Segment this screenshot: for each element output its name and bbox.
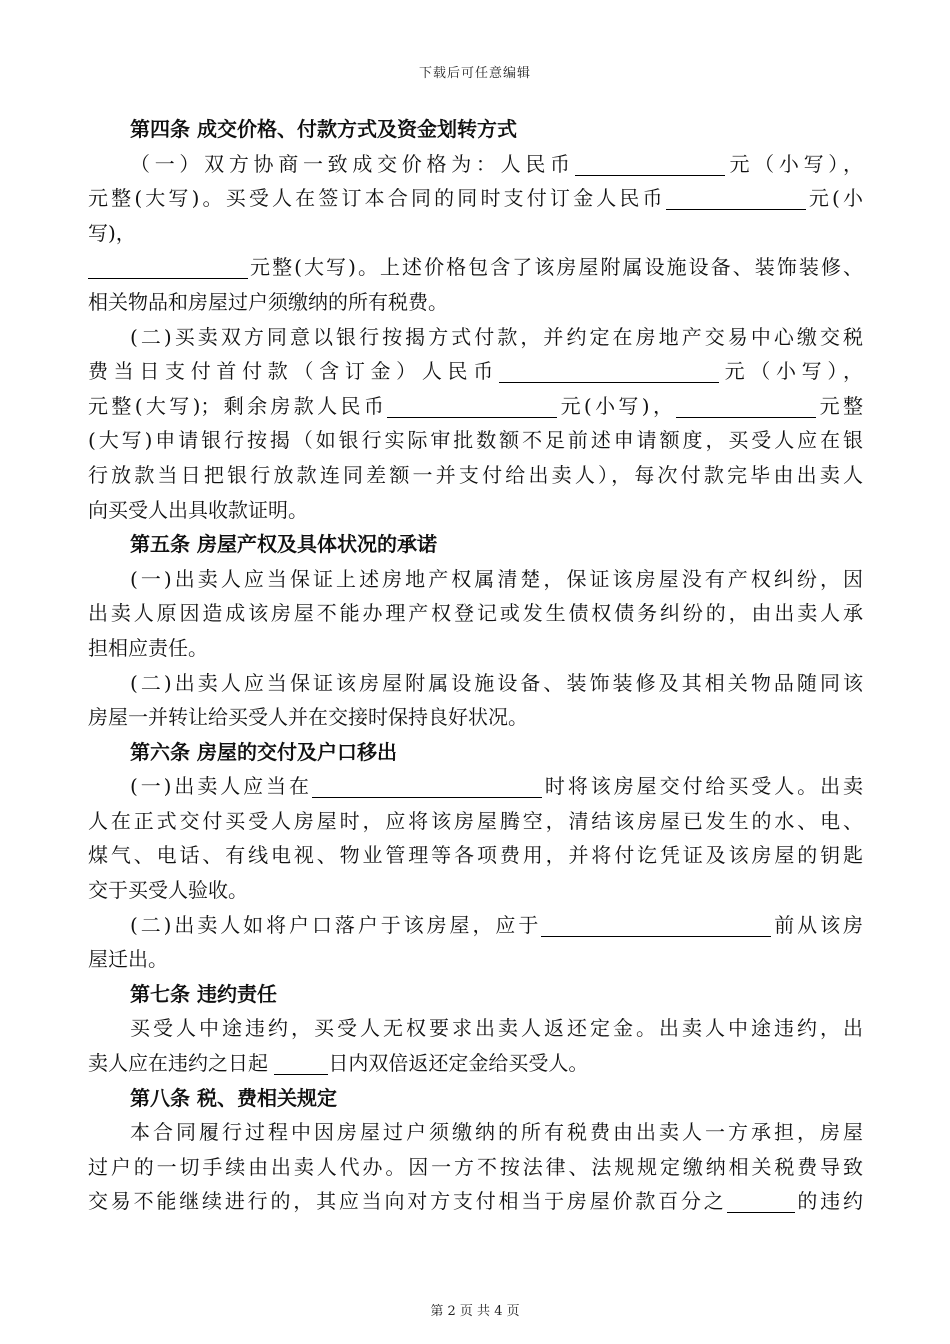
- down-payment-lower-blank[interactable]: [499, 358, 719, 383]
- handover-date-blank[interactable]: [312, 773, 542, 798]
- paragraph-line: 元整(大写)。买受人在签订本合同的同时支付订金人民币 元(小: [88, 186, 863, 211]
- paragraph-line: 过户的一切手续由出卖人代办。因一方不按法律、法规规定缴纳相关税费导致: [88, 1154, 863, 1179]
- paragraph-line: 交于买受人验收。: [88, 878, 248, 903]
- penalty-percent-blank[interactable]: [727, 1188, 795, 1213]
- paragraph-line: 屋迁出。: [88, 947, 168, 972]
- paragraph-line: 交易不能继续进行的，其应当向对方支付相当于房屋价款百分之 的违约: [88, 1189, 863, 1214]
- paragraph-line: 元整(大写)；剩余房款人民币 元(小写)， 元整: [88, 393, 863, 418]
- paragraph-line: 本合同履行过程中因房屋过户须缴纳的所有税费由出卖人一方承担，房屋: [130, 1120, 863, 1145]
- article-4-heading: 第四条 成交价格、付款方式及资金划转方式: [130, 117, 517, 141]
- household-move-date-blank[interactable]: [541, 912, 771, 937]
- paragraph-line: 费当日支付首付款（含订金）人民币 元（小写），: [88, 359, 863, 384]
- paragraph-line: 向买受人出具收款证明。: [88, 497, 308, 522]
- deposit-upper-blank[interactable]: [88, 254, 248, 279]
- paragraph-line: 房屋一并转让给买受人并在交接时保持良好状况。: [88, 705, 528, 730]
- paragraph-line: (大写)申请银行按揭（如银行实际审批数额不足前述申请额度，买受人应在银: [88, 428, 863, 453]
- paragraph-line: 出卖人原因造成该房屋不能办理产权登记或发生债权债务纠纷的，由出卖人承: [88, 601, 863, 626]
- price-lower-blank[interactable]: [575, 151, 725, 176]
- article-5-heading: 第五条 房屋产权及具体状况的承诺: [130, 532, 437, 557]
- paragraph-line: 相关物品和房屋过户须缴纳的所有税费。: [88, 289, 448, 314]
- paragraph-line: (一)出卖人应当保证上述房地产权属清楚，保证该房屋没有产权纠纷，因: [130, 566, 863, 591]
- paragraph-line: 买受人中途违约，买受人无权要求出卖人返还定金。出卖人中途违约，出: [130, 1016, 863, 1041]
- page-footer: 第 2 页 共 4 页: [430, 1304, 520, 1319]
- paragraph-line: (一)出卖人应当在 时将该房屋交付给买受人。出卖: [130, 774, 863, 799]
- remaining-upper-blank[interactable]: [676, 393, 816, 418]
- page-header: 下载后可任意编辑: [418, 66, 531, 81]
- paragraph-line: (二)出卖人如将户口落户于该房屋，应于 前从该房: [130, 912, 863, 937]
- article-7-heading: 第七条 违约责任: [130, 981, 277, 1006]
- paragraph-line: 行放款当日把银行放款连同差额一并支付给出卖人），每次付款完毕由出卖人: [88, 462, 863, 487]
- paragraph-line: 煤气、电话、有线电视、物业管理等各项费用，并将付讫凭证及该房屋的钥匙: [88, 843, 863, 868]
- article-6-heading: 第六条 房屋的交付及户口移出: [130, 739, 397, 764]
- deposit-lower-blank[interactable]: [666, 185, 806, 210]
- refund-days-blank[interactable]: [274, 1050, 328, 1075]
- article-8-heading: 第八条 税、费相关规定: [130, 1085, 337, 1110]
- remaining-lower-blank[interactable]: [387, 393, 557, 418]
- paragraph-line: 卖人应在违约之日起 日内双倍返还定金给买受人。: [88, 1051, 589, 1076]
- paragraph-line: (二)买卖双方同意以银行按揭方式付款，并约定在房地产交易中心缴交税: [130, 324, 863, 349]
- paragraph-line: 人在正式交付买受人房屋时，应将该房屋腾空，清结该房屋已发生的水、电、: [88, 808, 863, 833]
- paragraph-line: (二)出卖人应当保证该房屋附属设施设备、装饰装修及其相关物品随同该: [130, 670, 863, 695]
- paragraph-line: 写)，: [88, 220, 136, 245]
- paragraph-line: 担相应责任。: [88, 635, 208, 660]
- contract-body: [88, 112, 863, 1219]
- paragraph-line: （一）双方协商一致成交价格为：人民币 元（小写），: [130, 151, 863, 176]
- paragraph-line: 元整(大写)。上述价格包含了该房屋附属设施设备、装饰装修、: [88, 250, 863, 285]
